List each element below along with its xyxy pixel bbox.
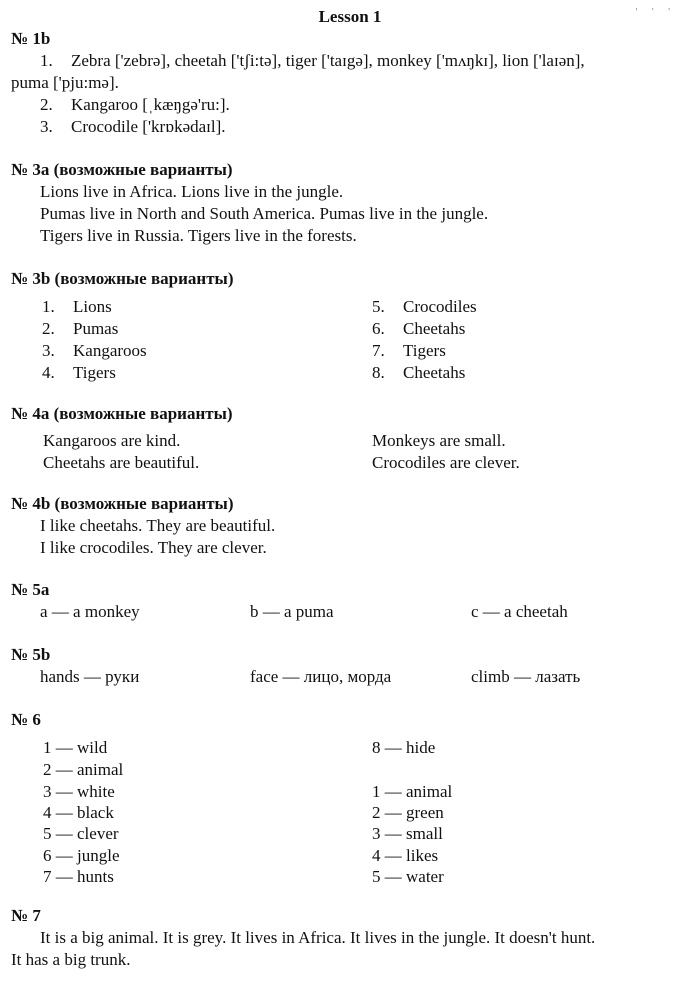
list-item: [372, 318, 465, 340]
list-item: 3 — white: [43, 782, 115, 801]
text-line: It has a big trunk.: [11, 950, 131, 969]
list-item: 8 — hide: [372, 738, 436, 757]
list-item: 3 — small: [372, 824, 443, 843]
text-line: Kangaroos are kind.: [43, 431, 181, 450]
item-text: Cheetahs: [403, 319, 466, 338]
item-number: 3.: [42, 341, 55, 360]
heading-6: № 6: [11, 710, 41, 729]
item-number: 1.: [42, 297, 55, 316]
list-item: 7 — hunts: [43, 867, 114, 886]
heading-3a: № 3a (возможные варианты): [11, 160, 233, 179]
list-item: [372, 296, 477, 318]
item-number: 2.: [40, 95, 53, 114]
item-text: Cheetahs: [403, 363, 466, 382]
list-item: 1 — wild: [43, 738, 108, 757]
list-item: [372, 340, 446, 362]
item-text: Tigers: [73, 363, 116, 382]
list-item: 2 — animal: [43, 760, 124, 779]
list-item: 6 — jungle: [43, 846, 120, 865]
page-title: Lesson 1: [318, 7, 382, 26]
item-text: Pumas: [73, 319, 119, 338]
text-line: I like crocodiles. They are clever.: [40, 538, 267, 557]
list-item: [42, 318, 118, 340]
list-item: [40, 94, 230, 116]
list-item: 4 — black: [43, 803, 114, 822]
list-item: [40, 50, 585, 72]
heading-5a: № 5a: [11, 580, 50, 599]
corner-mark: ' ' ': [635, 7, 676, 18]
item-text-continuation: puma ['pju:mə].: [11, 73, 119, 92]
answer-c: c — a cheetah: [471, 602, 568, 621]
item-number: 2.: [42, 319, 55, 338]
text-line: Lions live in Africa. Lions live in the jungle.: [40, 182, 344, 201]
item-number: 6.: [372, 319, 385, 338]
list-item: [40, 116, 226, 138]
heading-4b: № 4b (возможные варианты): [11, 494, 234, 513]
list-item: [42, 362, 116, 384]
list-item: [42, 296, 112, 318]
list-item: 5 — clever: [43, 824, 119, 843]
heading-5b: № 5b: [11, 645, 51, 664]
text-line: Monkeys are small.: [372, 431, 506, 450]
item-number: 7.: [372, 341, 385, 360]
item-number: 5.: [372, 297, 385, 316]
heading-7: № 7: [11, 906, 41, 925]
list-item: [372, 362, 465, 384]
list-item: 4 — likes: [372, 846, 439, 865]
list-item: 5 — water: [372, 867, 444, 886]
answer-b: b — a puma: [250, 602, 334, 621]
item-number: 8.: [372, 363, 385, 382]
heading-3b: № 3b (возможные варианты): [11, 269, 234, 288]
item-number: 3.: [40, 117, 53, 136]
item-number: 1.: [40, 51, 53, 70]
text-line: Pumas live in North and South America. Pumas live in the jungle.: [40, 204, 489, 223]
answer-a: a — a monkey: [40, 602, 140, 621]
word-translation: hands — руки: [40, 667, 140, 686]
heading-1b: № 1b: [11, 29, 51, 48]
item-text: Kangaroo [ˌkæŋgə'ru:].: [71, 95, 230, 114]
text-line: Crocodiles are clever.: [372, 453, 520, 472]
heading-4a: № 4a (возможные варианты): [11, 404, 233, 423]
list-item: 2 — green: [372, 803, 444, 822]
item-text: Zebra ['zebrə], cheetah ['tʃi:tə], tiger ['taɪgə], monkey ['mʌŋkɪ], lion ['laɪən],: [71, 51, 585, 70]
text-line: Cheetahs are beautiful.: [43, 453, 200, 472]
word-translation: climb — лазать: [471, 667, 581, 686]
item-text: Crocodile ['krɒkədaɪl].: [71, 117, 226, 136]
item-text: Lions: [73, 297, 112, 316]
list-item: [42, 340, 147, 362]
text-line: It is a big animal. It is grey. It lives in Africa. It lives in the jungle. It doesn't hunt.: [40, 928, 596, 947]
item-text: Crocodiles: [403, 297, 477, 316]
item-text: Kangaroos: [73, 341, 147, 360]
list-item: 1 — animal: [372, 782, 453, 801]
word-translation: face — лицо, морда: [250, 667, 392, 686]
text-line: Tigers live in Russia. Tigers live in the forests.: [40, 226, 357, 245]
item-text: Tigers: [403, 341, 446, 360]
item-number: 4.: [42, 363, 55, 382]
text-line: I like cheetahs. They are beautiful.: [40, 516, 276, 535]
